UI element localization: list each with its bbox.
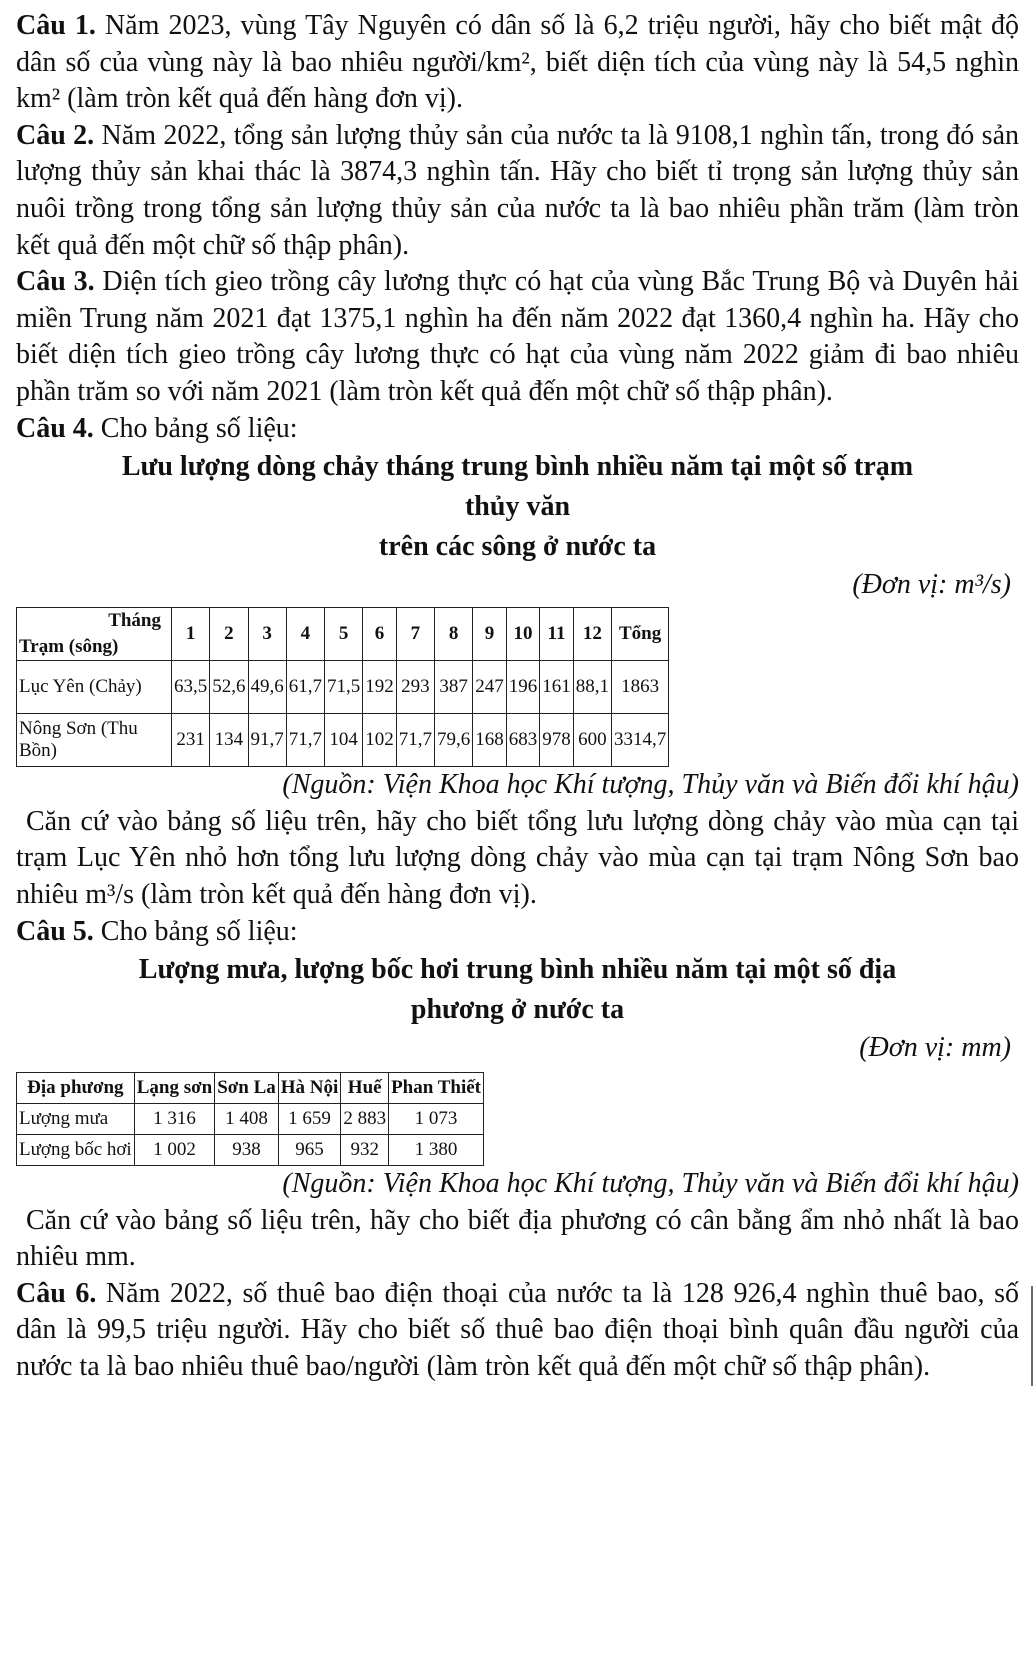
table-1-title-line-2: thủy văn [464,491,571,523]
table-2-title-line-1: Lượng mưa, lượng bốc hơi trung bình nhiều năm tại một số địa [138,954,897,986]
table-row [17,1135,484,1166]
table-cell: 932 [341,1135,389,1166]
location-header: Hà Nội [278,1073,341,1104]
table-1-source: (Nguồn: Viện Khoa học Khí tượng, Thủy văn và Biến đổi khí hậu) [282,769,1019,801]
month-header: 6 [363,608,397,661]
table-cell: 231 [172,714,210,767]
table-cell: 1 659 [278,1104,341,1135]
table-cell: 49,6 [248,661,286,714]
month-header: 3 [248,608,286,661]
month-header: 8 [435,608,473,661]
question-6-label: Câu 6. [16,1277,97,1309]
table-cell: 104 [325,714,363,767]
question-5-intro-text: Cho bảng số liệu: [93,915,298,947]
table-cell: 247 [473,661,507,714]
table-cell: 1 002 [134,1135,214,1166]
question-4-text: Căn cứ vào bảng số liệu trên, hãy cho biết tổng lưu lượng dòng chảy vào mùa cạn tại trạm Lục Yên nhỏ hơn tổng lưu lượng dòng chảy vào mùa cạn tại trạm Nông Sơn bao nhiêu m³/s (làm tròn kết quả đến hàng đơn vị). [16,805,1019,910]
table-cell: 387 [435,661,473,714]
question-4-intro [16,411,1019,448]
corner-month-label: Tháng [108,610,161,632]
month-header: 4 [286,608,324,661]
table-row [17,1104,484,1135]
question-5-text: Căn cứ vào bảng số liệu trên, hãy cho biết địa phương có cân bằng ẩm nhỏ nhất là bao nhiêu mm. [16,1204,1019,1273]
table-cell: 91,7 [248,714,286,767]
month-header: 2 [210,608,248,661]
table-cell: 1 073 [389,1104,484,1135]
station-name: Nông Sơn (Thu Bồn) [17,714,172,767]
table-cell: 1 408 [215,1104,279,1135]
table-cell: 71,5 [325,661,363,714]
table-cell: 600 [573,714,611,767]
month-header: 12 [573,608,611,661]
question-2-label: Câu 2. [16,119,95,151]
month-header: 11 [540,608,574,661]
question-2 [16,118,1019,264]
table-cell: 63,5 [172,661,210,714]
station-name: Lục Yên (Chảy) [17,661,172,714]
table-cell: 161 [540,661,574,714]
table-cell: 2 883 [341,1104,389,1135]
table-cell: 1 316 [134,1104,214,1135]
table-cell: 196 [506,661,540,714]
table-cell: 88,1 [573,661,611,714]
row-label: Lượng bốc hơi [17,1135,135,1166]
streamflow-table-header-row [17,608,669,661]
table-cell: 102 [363,714,397,767]
table-cell: 192 [363,661,397,714]
month-header: 10 [506,608,540,661]
table-2-unit: (Đơn vị: mm) [859,1032,1011,1064]
question-6-text: Năm 2022, số thuê bao điện thoại của nước ta là 128 926,4 nghìn thuê bao, số dân là 99,5 triệu người. Hãy cho biết số thuê bao điện thoại bình quân đầu người của nước ta là bao nhiêu thuê bao/người (làm tròn kết quả đến một chữ số thập phân). [16,1277,1019,1383]
table-1-title-line-1: Lưu lượng dòng chảy tháng trung bình nhiều năm tại một số trạm [121,451,914,483]
streamflow-table-corner [17,608,172,661]
rainfall-evaporation-table [16,1072,484,1166]
table-cell: 293 [396,661,434,714]
table-cell: 61,7 [286,661,324,714]
location-header: Phan Thiết [389,1073,484,1104]
month-header: 1 [172,608,210,661]
corner-station-label: Trạm (sông) [19,636,119,658]
table-cell: 965 [278,1135,341,1166]
table-cell: 71,7 [396,714,434,767]
table-cell: 938 [215,1135,279,1166]
table-2-title-line-2: phương ở nước ta [410,994,625,1026]
table-1-title-line-3: trên các sông ở nước ta [378,531,657,563]
table-2-source: (Nguồn: Viện Khoa học Khí tượng, Thủy văn và Biến đổi khí hậu) [282,1168,1019,1200]
table-1-unit: (Đơn vị: m³/s) [852,569,1011,601]
row-label: Lượng mưa [17,1104,135,1135]
table-cell: 1863 [612,661,669,714]
question-6 [16,1276,1019,1386]
question-5-intro [16,914,1019,951]
table-cell: 71,7 [286,714,324,767]
table-row [17,714,669,767]
month-header: 5 [325,608,363,661]
question-1 [16,8,1019,118]
table-cell: 978 [540,714,574,767]
month-header: 7 [396,608,434,661]
table-cell: 52,6 [210,661,248,714]
table-cell: 79,6 [435,714,473,767]
question-4-label: Câu 4. [16,412,94,444]
table-cell: 134 [210,714,248,767]
question-3-text: Diện tích gieo trồng cây lương thực có hạt của vùng Bắc Trung Bộ và Duyên hải miền Trung năm 2021 đạt 1375,1 nghìn ha đến năm 2022 đạt 1360,4 nghìn ha. Hãy cho biết diện tích gieo trồng cây lương thực có hạt của vùng năm 2022 giảm đi bao nhiêu phần trăm so với năm 2021 (làm tròn kết quả đến một chữ số thập phân). [16,266,1019,407]
month-header: Tổng [612,608,669,661]
table-cell: 1 380 [389,1135,484,1166]
question-3 [16,264,1019,410]
question-1-text: Năm 2023, vùng Tây Nguyên có dân số là 6,2 triệu người, hãy cho biết mật độ dân số của vùng này là bao nhiêu người/km², biết diện tích của vùng này là 54,5 nghìn km² (làm tròn kết quả đến hàng đơn vị). [16,10,1020,115]
table-cell: 168 [473,714,507,767]
streamflow-table [16,607,669,767]
location-header: Lạng sơn [134,1073,214,1104]
month-header: 9 [473,608,507,661]
table-cell: 3314,7 [612,714,669,767]
question-5-label: Câu 5. [16,915,94,947]
question-4-intro-text: Cho bảng số liệu: [93,412,298,444]
question-2-text: Năm 2022, tổng sản lượng thủy sản của nước ta là 9108,1 nghìn tấn, trong đó sản lượng thủy sản khai thác là 3874,3 nghìn tấn. Hãy cho biết tỉ trọng sản lượng thủy sản nuôi trồng trong tổng sản lượng thủy sản của nước ta là bao nhiêu phần trăm (làm tròn kết quả đến một chữ số thập phân). [16,119,1019,261]
question-1-label: Câu 1. [16,10,96,41]
location-header: Huế [341,1073,389,1104]
rainfall-table-header-row [17,1073,484,1104]
table-row [17,661,669,714]
location-header: Địa phương [17,1073,135,1104]
question-3-label: Câu 3. [16,266,95,298]
table-cell: 683 [506,714,540,767]
location-header: Sơn La [215,1073,279,1104]
